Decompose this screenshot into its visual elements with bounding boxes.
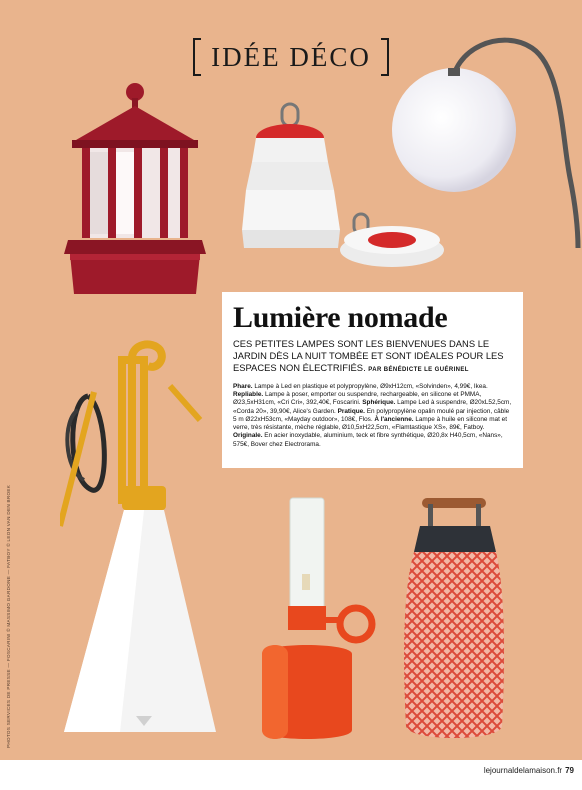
para-label: Originale. bbox=[233, 432, 263, 440]
nans-lamp-image bbox=[402, 496, 512, 756]
rubric-label: IDÉE DÉCO bbox=[211, 41, 371, 72]
body-text bbox=[233, 383, 513, 449]
para-text: Lampe à poser, emporter ou suspendre, rechargeable, en silicone et PMMA, Ø23,5xH31cm, «Cri Cri», 392,40€, Foscarini. bbox=[233, 390, 482, 407]
para-text: Lampe à huile en silicone mat et verre, très résistante, mèche réglable, Ø10,5xH22,5cm, «Flamtastique XS», 89€, Fatboy. bbox=[233, 415, 507, 432]
article-text-box bbox=[222, 292, 523, 468]
standfirst-text: CES PETITES LAMPES SONT LES BIENVENUES DANS LE JARDIN DÈS LA NUIT TOMBÉE ET SONT IDÉALES POUR LES ESPACES NON ÉLECTRIFIÉS. bbox=[233, 338, 504, 374]
page-footer bbox=[484, 766, 574, 775]
mayday-lamp-image bbox=[60, 340, 225, 750]
para-text: Lampe à Led en plastique et polypropylène, Ø9xH12cm, «Solvinden», 4,99€, Ikea. bbox=[252, 382, 488, 390]
photo-credit: PHOTOS SERVICES DE PRESSE — FOSCARINI © MASSIMO GARDONE — FATBOY © LEON VAN DEN BROEK bbox=[6, 484, 11, 748]
para-label: Repliable. bbox=[233, 390, 264, 398]
para-label: Sphérique. bbox=[362, 399, 396, 407]
para-label: Pratique. bbox=[337, 407, 365, 415]
para-label: À l'ancienne. bbox=[374, 415, 414, 423]
oil-lamp-image bbox=[258, 494, 378, 754]
headline: Lumière nomade bbox=[233, 301, 448, 334]
para-text: En acier inoxydable, aluminium, teck et fibre synthétique, Ø20,8x H40,5cm, «Nans», 575€, Bover chez Electrorama. bbox=[233, 432, 503, 448]
site-url: lejournaldelamaison.fr bbox=[483, 766, 563, 775]
left-bracket bbox=[193, 38, 201, 76]
byline: PAR BÉNÉDICTE LE GUÉRINEL bbox=[368, 367, 469, 374]
right-bracket bbox=[381, 38, 389, 76]
para-text: En polypropylène opalin moulé par injection, câble 5 m Ø22xH53cm, «Mayday outdoor», 108€, Flos. bbox=[233, 407, 510, 423]
para-text: Lampe Led à suspendre, Ø20xL52,5cm, «Corda 20», 39,90€, Alice's Garden. bbox=[233, 399, 512, 415]
para-label: Phare. bbox=[233, 382, 253, 390]
corda-sphere-lamp-image bbox=[392, 28, 582, 248]
standfirst bbox=[233, 338, 513, 377]
page-number: 79 bbox=[565, 766, 574, 775]
lantern-lamp-image bbox=[62, 82, 212, 302]
